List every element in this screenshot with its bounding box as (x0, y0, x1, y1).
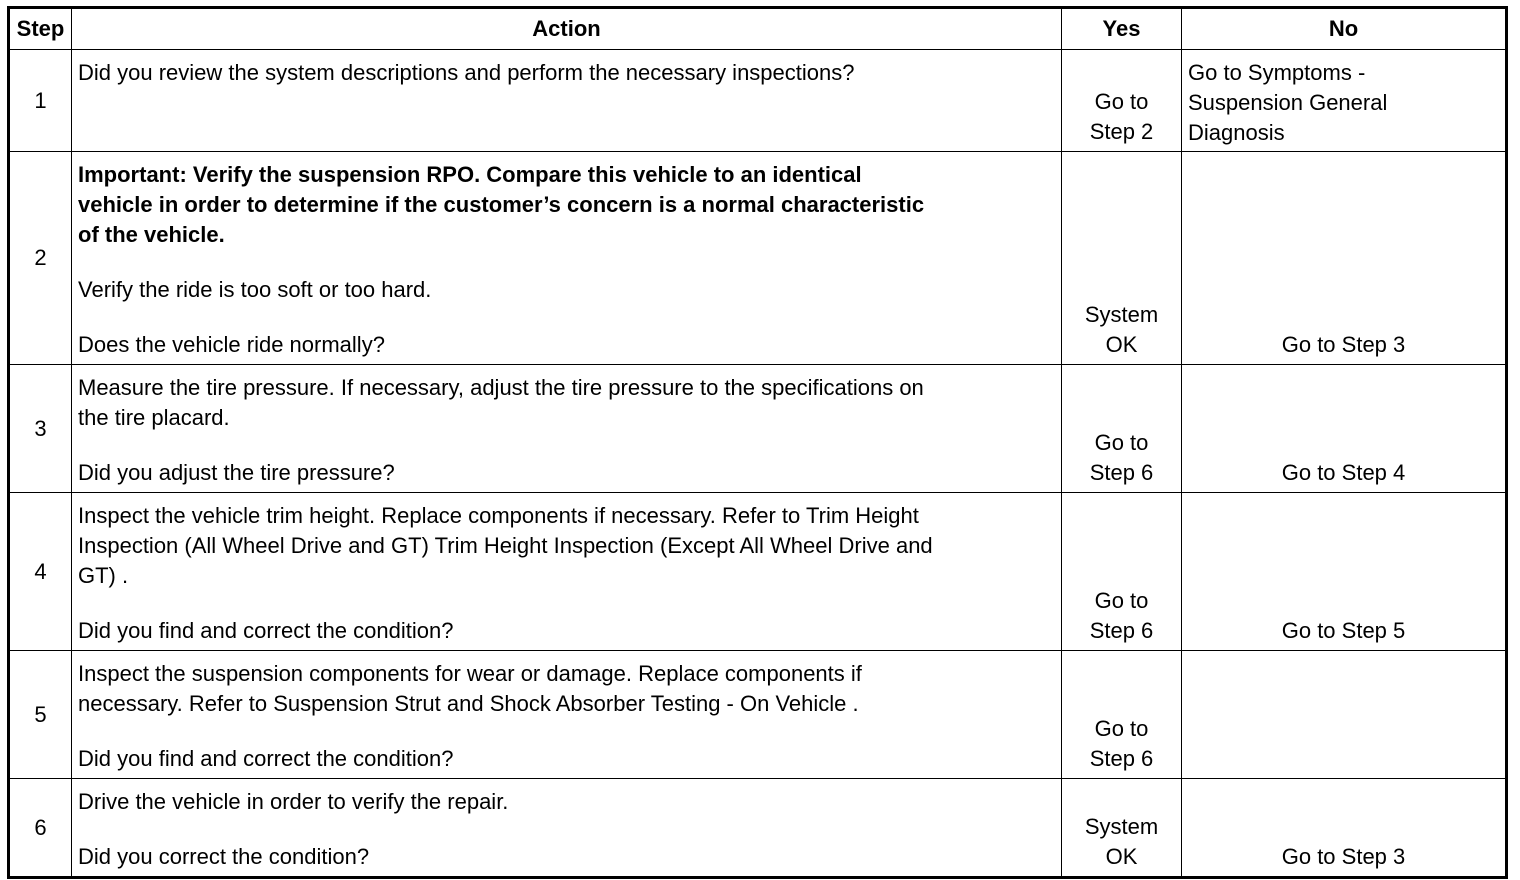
no-text: Go to Step 3 (1281, 844, 1406, 869)
header-row (9, 8, 1507, 50)
yes-text: Go to (1094, 430, 1149, 455)
important-note: of the vehicle. (78, 222, 225, 247)
yes-text: Step 6 (1089, 746, 1154, 771)
table-row (9, 152, 1507, 365)
yes-text: System (1084, 814, 1159, 839)
no-text: Diagnosis (1188, 120, 1285, 145)
yes-text: Step 6 (1089, 618, 1154, 643)
header-no: No (1182, 8, 1507, 50)
no-text: Go to Symptoms - (1188, 60, 1366, 85)
action-cell (72, 365, 1062, 493)
no-cell (1182, 651, 1507, 779)
yes-cell (1062, 493, 1182, 651)
action-text: Inspect the suspension components for wear or damage. Replace components if (78, 661, 862, 686)
important-note: vehicle in order to determine if the customer’s concern is a normal characteristic (78, 192, 925, 217)
yes-text: Go to (1094, 89, 1149, 114)
action-text: necessary. Refer to Suspension Strut and Shock Absorber Testing - On Vehicle . (78, 691, 859, 716)
action-text: the tire placard. (78, 405, 230, 430)
yes-text: Step 2 (1089, 119, 1154, 144)
important-note: Important: Verify the suspension RPO. Compare this vehicle to an identical (78, 162, 862, 187)
action-text: Did you review the system descriptions and perform the necessary inspections? (78, 60, 855, 85)
no-text: Go to Step 3 (1281, 332, 1406, 357)
no-cell (1182, 50, 1507, 152)
question-text: Did you correct the condition? (78, 844, 370, 869)
yes-text: OK (1105, 332, 1138, 357)
yes-text: OK (1105, 844, 1138, 869)
step-number: 1 (9, 50, 72, 152)
header-yes: Yes (1062, 8, 1182, 50)
yes-text: Go to (1094, 716, 1149, 741)
question-text: Did you find and correct the condition? (78, 618, 454, 643)
no-text: Go to Step 4 (1281, 460, 1406, 485)
step-number: 2 (9, 152, 72, 365)
yes-cell (1062, 50, 1182, 152)
no-cell (1182, 365, 1507, 493)
action-cell (72, 651, 1062, 779)
table-row (9, 779, 1507, 878)
yes-cell (1062, 152, 1182, 365)
table-row (9, 50, 1507, 152)
diagnostic-table (7, 6, 1508, 879)
question-text: Did you adjust the tire pressure? (78, 460, 395, 485)
action-text: Verify the ride is too soft or too hard. (78, 277, 432, 302)
no-cell (1182, 152, 1507, 365)
step-number: 6 (9, 779, 72, 878)
action-cell (72, 779, 1062, 878)
action-text: Measure the tire pressure. If necessary, adjust the tire pressure to the specifications on (78, 375, 924, 400)
header-action: Action (72, 8, 1062, 50)
no-cell (1182, 493, 1507, 651)
table-row (9, 493, 1507, 651)
diagnostic-table-container (7, 6, 1508, 879)
yes-cell (1062, 651, 1182, 779)
table-row (9, 365, 1507, 493)
table-row (9, 651, 1507, 779)
step-number: 4 (9, 493, 72, 651)
yes-text: System (1084, 302, 1159, 327)
no-cell (1182, 779, 1507, 878)
header-step: Step (9, 8, 72, 50)
question-text: Does the vehicle ride normally? (78, 332, 385, 357)
step-number: 3 (9, 365, 72, 493)
yes-cell (1062, 779, 1182, 878)
action-text: Inspect the vehicle trim height. Replace components if necessary. Refer to Trim Height (78, 503, 919, 528)
action-text: Drive the vehicle in order to verify the repair. (78, 789, 509, 814)
action-cell (72, 493, 1062, 651)
yes-text: Step 6 (1089, 460, 1154, 485)
no-text: Go to Step 5 (1281, 618, 1406, 643)
action-text: Inspection (All Wheel Drive and GT) Trim Height Inspection (Except All Wheel Drive and (78, 533, 933, 558)
yes-text: Go to (1094, 588, 1149, 613)
action-cell (72, 152, 1062, 365)
yes-cell (1062, 365, 1182, 493)
no-text: Suspension General (1188, 90, 1388, 115)
step-number: 5 (9, 651, 72, 779)
action-cell (72, 50, 1062, 152)
action-text: GT) . (78, 563, 129, 588)
question-text: Did you find and correct the condition? (78, 746, 454, 771)
